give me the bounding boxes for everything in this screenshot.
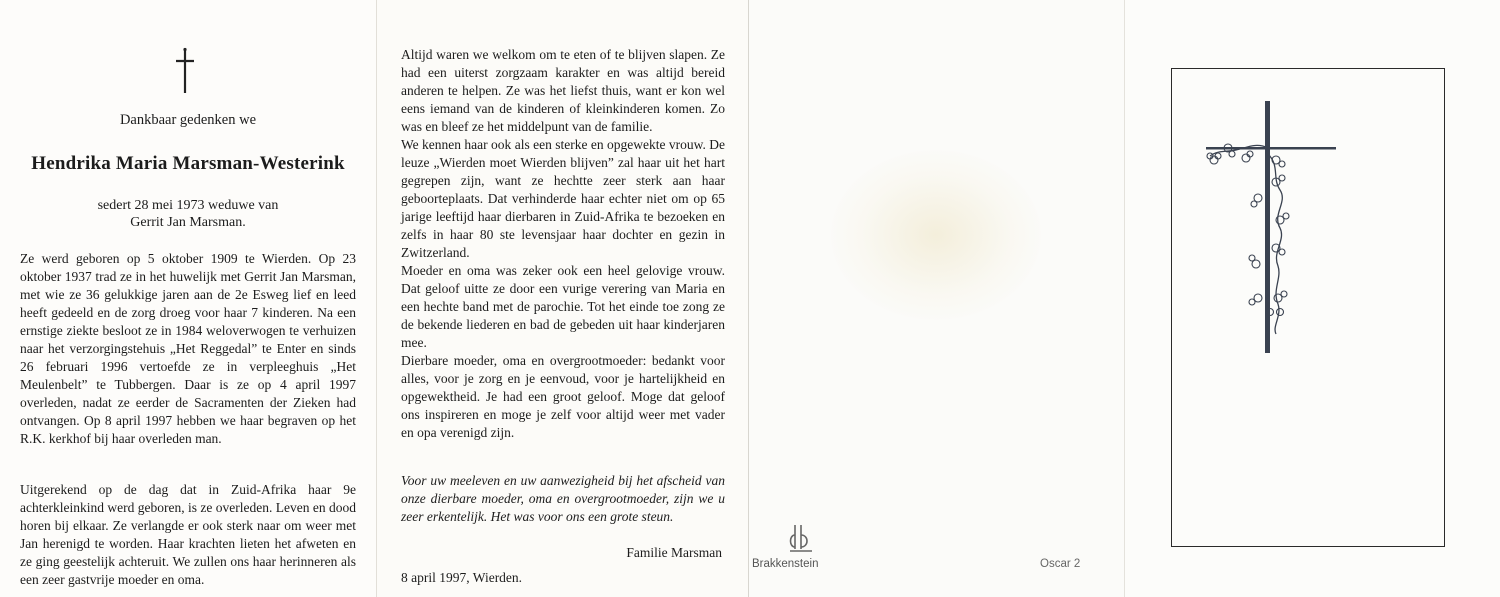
faith-paragraph: Moeder en oma was zeker ook een heel gelovige vrouw. Dat geloof uitte ze door een vurige verering van Maria en een hechte band met de parochie. Tot het einde toe zong ze de bekende liederen en bad de gebeden uit haar kinderjaren mee. <box>401 263 725 350</box>
strength-paragraph: We kennen haar ook als een sterke en opgewekte vrouw. De leuze „Wierden moet Wierden blijven” zal haar uit het hart gegrepen zijn, want ze hechtte zeer sterk aan haar geboorteplaats. Dat verhinderde haar echter niet om op 65 jarige leeftijd haar dierbaren in Zuid-Afrika te bezoeken en zelfs in haar 80 ste levensjaar haar dochter en gezin in Zwitzerland. <box>401 137 725 260</box>
card-panel-left <box>0 0 376 597</box>
intro-text: Dankbaar gedenken we <box>119 112 257 128</box>
biography-paragraph: Ze werd geboren op 5 oktober 1909 te Wierden. Op 23 oktober 1937 trad ze in het huwelijk met Gerrit Jan Marsman, met wie ze 36 gelukkige jaren aan de 2e Esweg lief en leed heeft gedeeld en de zorg droeg voor haar 7 kinderen. Na een ernstige ziekte besloot ze in 1984 weloverwogen te verhuizen naar het verzorgingstehuis „Het Reggedal” te Enter en sinds 26 februari 1996 vertoefde ze in verpleeghuis „Het Meulenbelt” te Tubbergen. Daar is ze op 4 april 1997 overleden, nadat ze eerder de Sacramenten der Zieken had ontvangen. Op 8 april 1997 hebben we haar begraven op het R.K. kerkhof bij haar overleden man. <box>20 251 356 446</box>
farewell-paragraph: Dierbare moeder, oma en overgrootmoeder: bedankt voor alles, voor je zorg en je eenvoud, voor je hartelijkheid en opgewektheid. Je had een groot geloof. Moge dat geloof ons inspireren en moge je zelf voor altijd weer met vader en opa verenigd zijn. <box>401 353 725 440</box>
publisher-brand: Brakkenstein <box>752 558 819 570</box>
brakkenstein-logo-icon <box>787 523 815 555</box>
date-place: 8 april 1997, Wierden. <box>401 570 523 585</box>
cross-icon <box>174 47 196 95</box>
paper-stain <box>831 150 1041 320</box>
widow-line-1: sedert 28 mei 1973 weduwe van <box>97 198 279 213</box>
character-paragraph: Altijd waren we welkom om te eten of te blijven slapen. Ze had een uiterst zorgzaam karakter en was altijd bereid anderen te helpen. Ze was het liefst thuis, want er kon wel eens iemand van de kinderen of kleinkinderen komen. Zo was en bleef ze het middelpunt van de familie. <box>401 47 725 134</box>
remembrance-paragraph: Uitgerekend op de dag dat in Zuid-Afrika haar 9e achterkleinkind werd geboren, is ze overleden. Leven en dood horen bij elkaar. Ze verlangde er ook sterk naar om weer met Jan herenigd te worden. Haar krachten lieten het afweten en ze ging geestelijk achteruit. We zullen ons haar herinneren als een zeer gastvrije moeder en oma. <box>20 482 356 587</box>
thanks-paragraph: Voor uw meeleven en uw aanwezigheid bij het afscheid van onze dierbare moeder, oma en overgrootmoeder, zijn we u zeer erkentelijk. Het was voor ons een grote steun. <box>401 473 725 524</box>
signature: Familie Marsman <box>626 545 722 560</box>
card-panel-back <box>748 0 1124 597</box>
card-panel-middle <box>376 0 748 597</box>
flowered-cross-icon <box>1198 98 1340 358</box>
card-model: Oscar 2 <box>1040 558 1081 570</box>
widow-line-2: Gerrit Jan Marsman. <box>130 215 246 230</box>
deceased-name: Hendrika Maria Marsman-Westerink <box>31 153 345 174</box>
